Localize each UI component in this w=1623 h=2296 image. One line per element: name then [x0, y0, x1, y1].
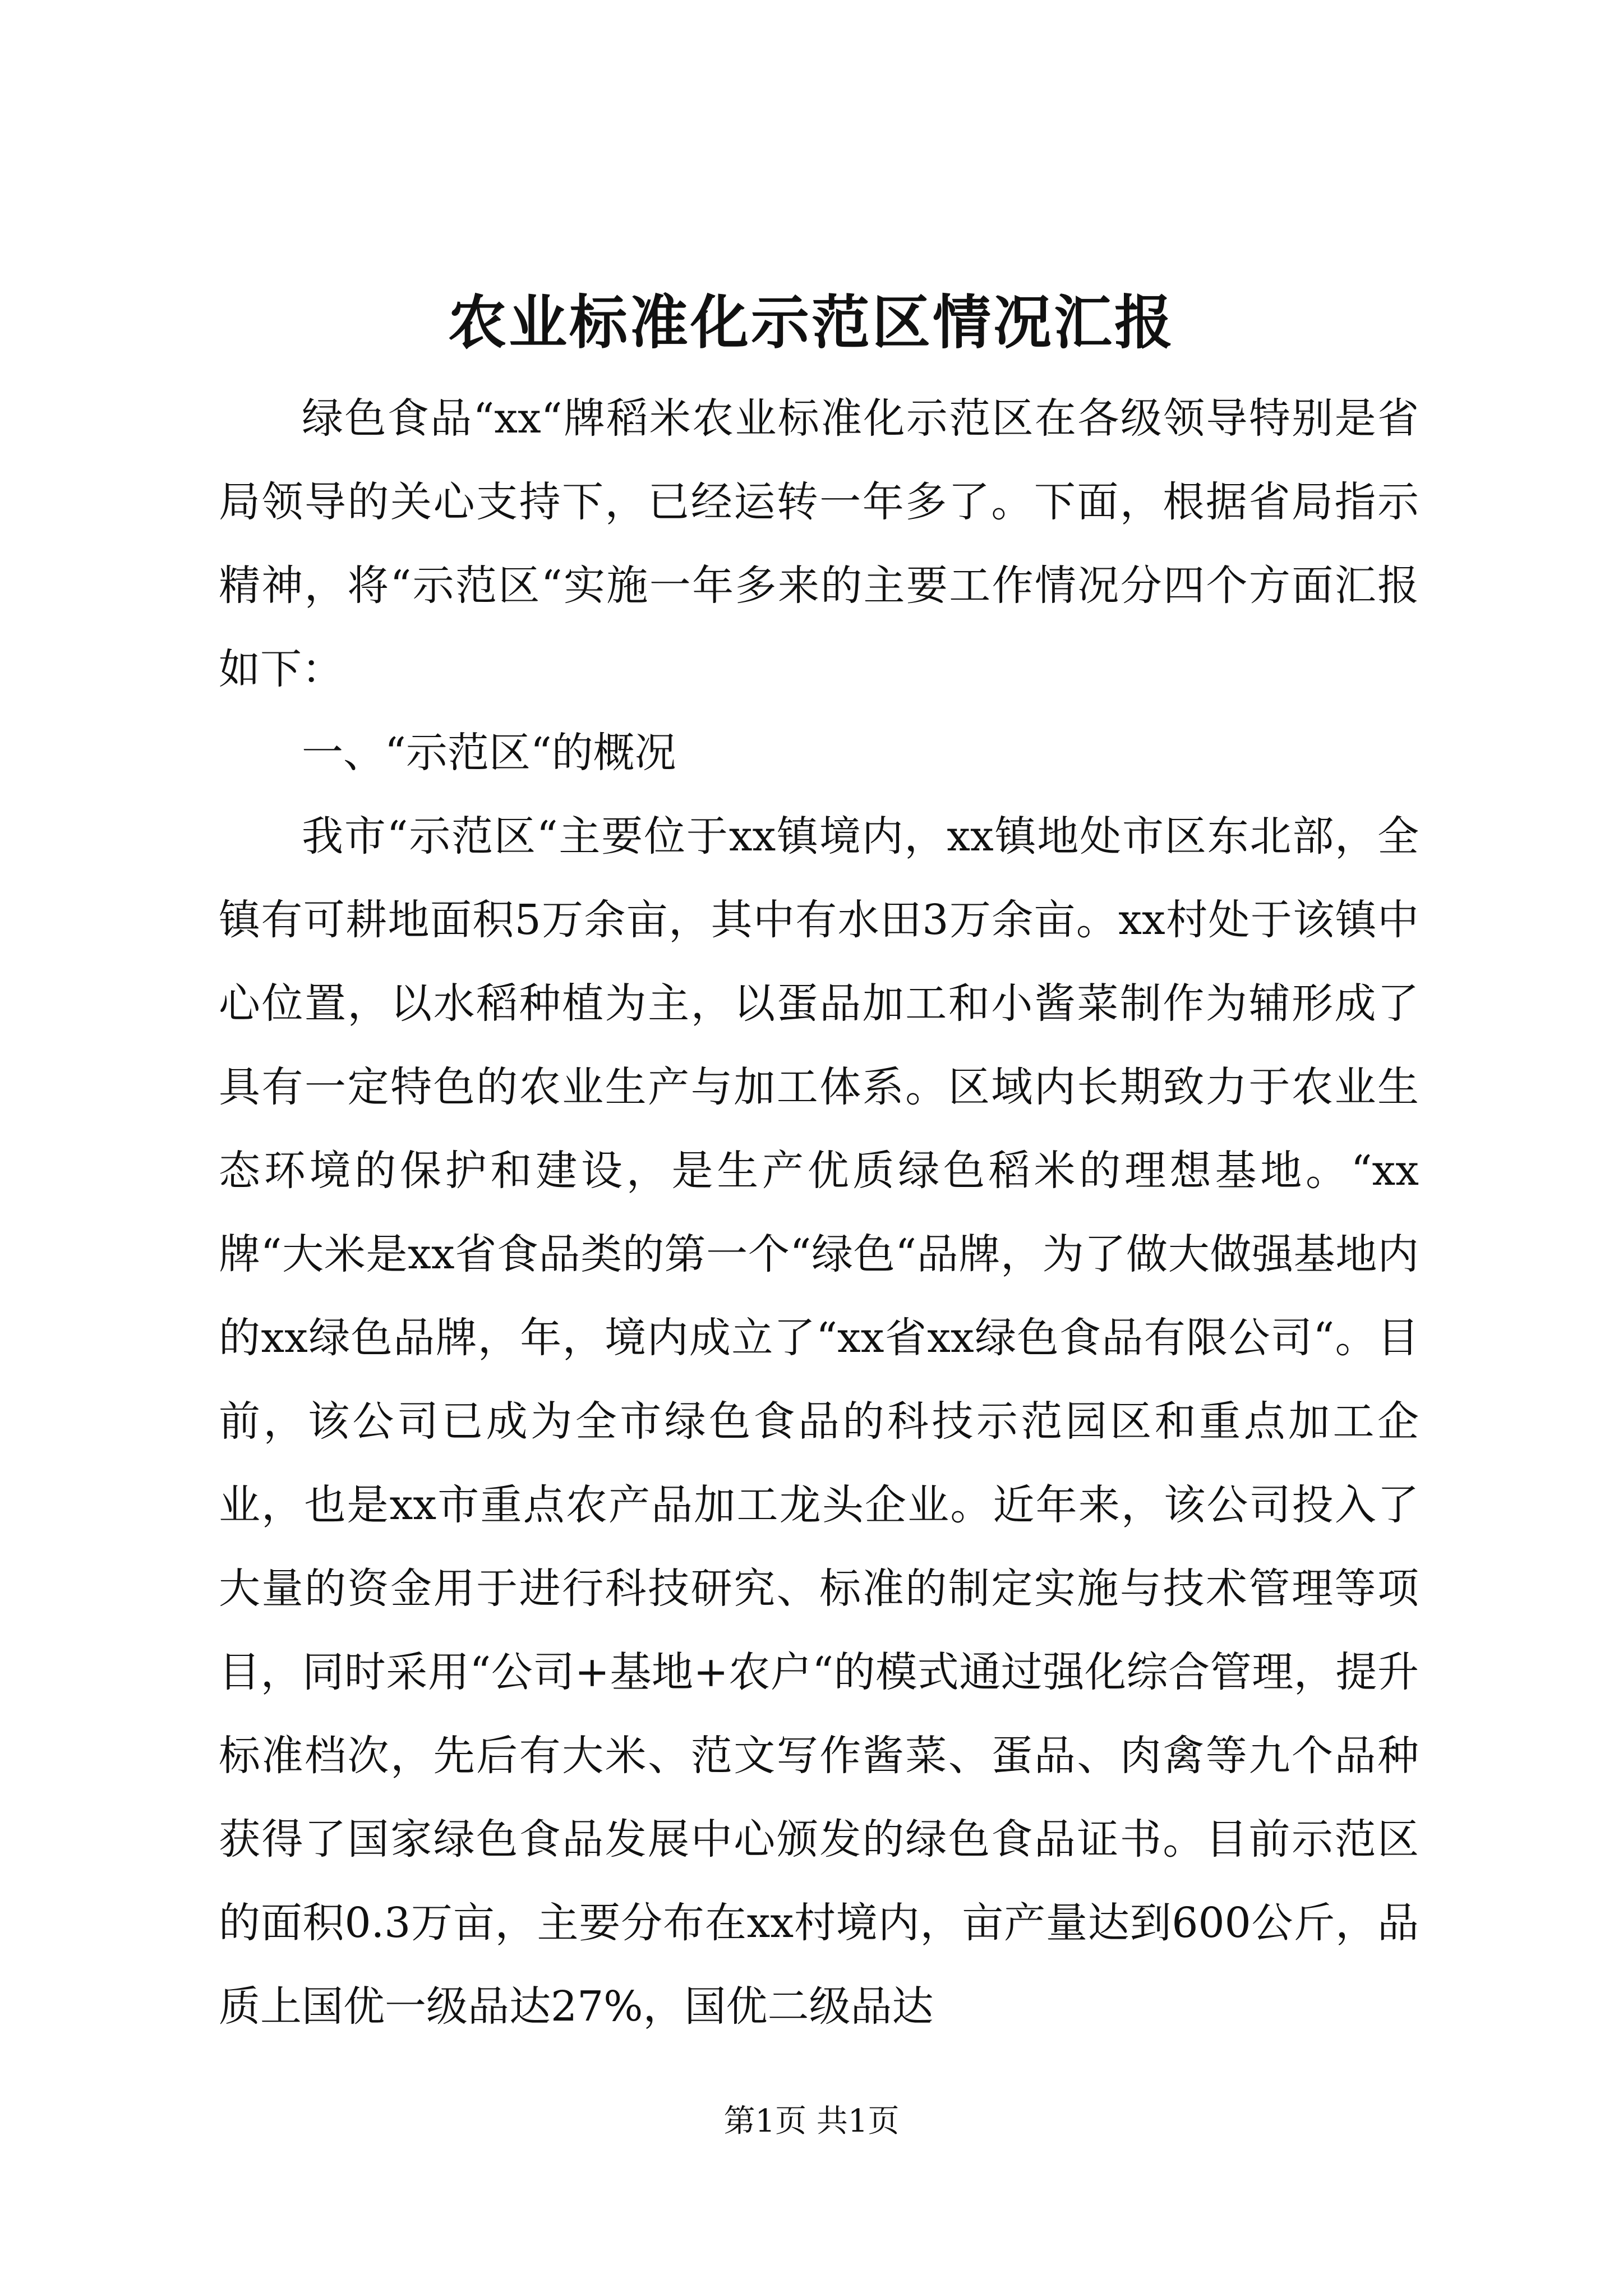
page-footer: 第1页 共1页 — [723, 2103, 900, 2139]
intro-paragraph: 绿色食品“xx“牌稻米农业标准化示范区在各级领导特别是省局领导的关心支持下，已经运转一年多了。下面，根据省局指示精神，将“示范区“实施一年多来的主要工作情况分四个方面汇报如下： — [219, 394, 1419, 693]
document-body — [219, 377, 1419, 2049]
document-title: 农业标准化示范区情况汇报 — [448, 288, 1175, 357]
overview-paragraph: 我市“示范区“主要位于xx镇境内，xx镇地处市区东北部，全镇有可耕地面积5万余亩，其中有水田3万余亩。xx村处于该镇中心位置，以水稻种植为主，以蛋品加工和小酱菜制作为辅形成了具有一定特色的农业生产与加工体系。区域内长期致力于农业生态环境的保护和建设，是生产优质绿色稻米的理想基地。“xx牌“大米是xx省食品类的第一个“绿色“品牌，为了做大做强基地内的xx绿色品牌，年，境内成立了“xx省xx绿色食品有限公司“。目前，该公司已成为全市绿色食品的科技示范园区和重点加工企业，也是xx市重点农产品加工龙头企业。近年来，该公司投入了大量的资金用于进行科技研究、标准的制定实施与技术管理等项目，同时采用“公司+基地+农户“的模式通过强化综合管理，提升标准档次，先后有大米、范文写作酱菜、蛋品、肉禽等九个品种获得了国家绿色食品发展中心颁发的绿色食品证书。目前示范区的面积0.3万亩，主要分布在xx村境内，亩产量达到600公斤，品质上国优一级品达27%，国优二级品达 — [219, 812, 1419, 2031]
section-heading: 一、“示范区“的概况 — [302, 729, 676, 777]
